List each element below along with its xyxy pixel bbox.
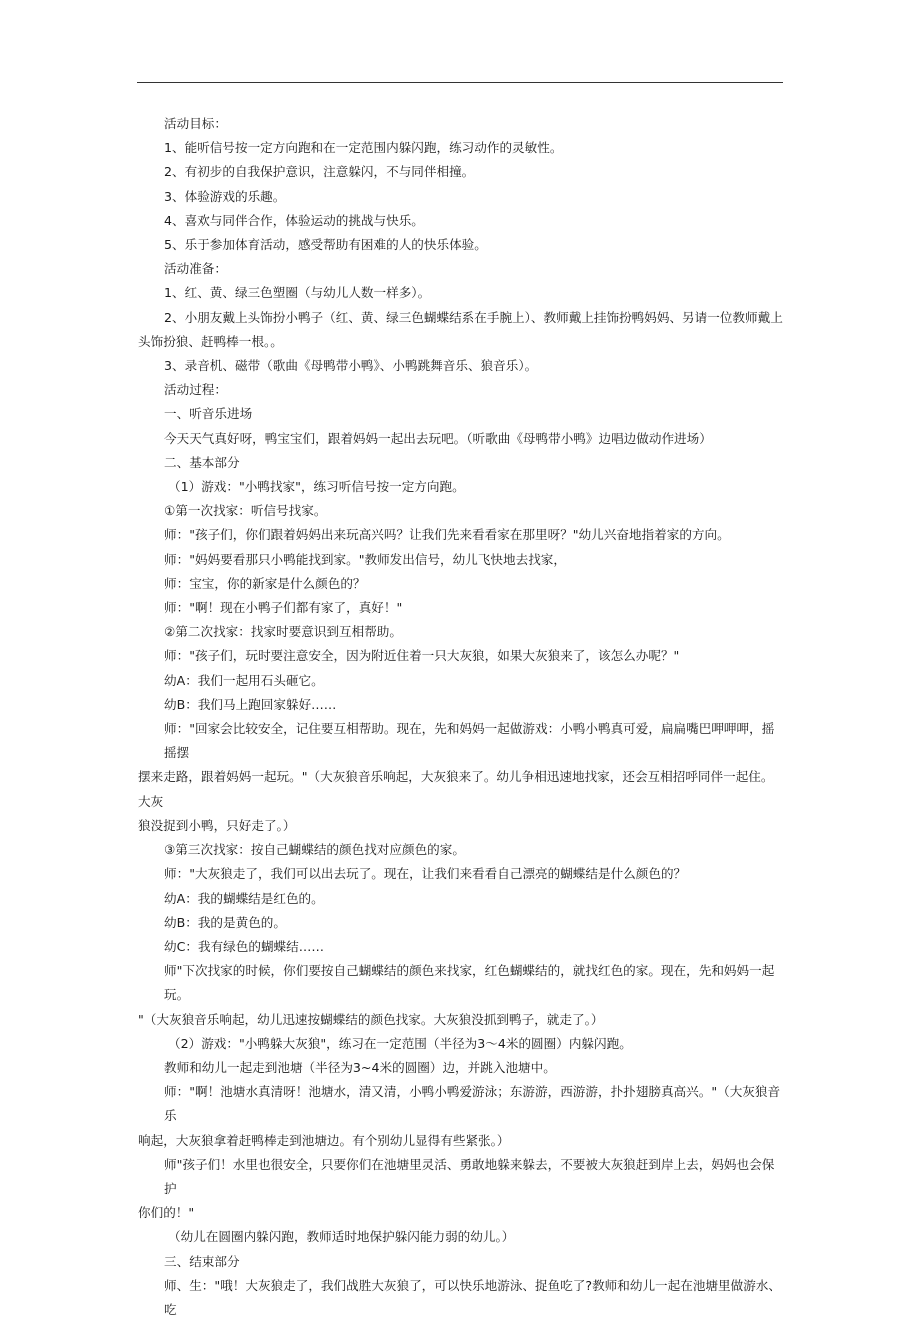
- text-line: 一、听音乐进场: [164, 406, 253, 422]
- text-line: 活动目标：: [164, 116, 227, 131]
- text-line: 响起，大灰狼拿着赶鸭棒走到池塘边。有个别幼儿显得有些紧张。）: [138, 1132, 510, 1148]
- text-line: 4、喜欢与同伴合作，体验运动的挑战与快乐。: [164, 212, 424, 228]
- text-line: "（大灰狼音乐响起，幼儿迅速按蝴蝶结的颜色找家。大灰狼没抓到鸭子，就走了。）: [138, 1011, 604, 1027]
- text-line: 头饰扮狼、赶鸭棒一根。。: [138, 333, 283, 349]
- text-line: 师："回家会比较安全，记住要互相帮助。现在，先和妈妈一起做游戏：小鸭小鸭真可爱，扁扁嘴巴呷呷呷，摇摇摆: [164, 721, 775, 761]
- text-line: 幼A：我们一起用石头砸它。: [164, 672, 324, 688]
- text-line: 师"下次找家的时候，你们要按自己蝴蝶结的颜色来找家，红色蝴蝶结的，就找红色的家。现在，先和妈妈一起玩。: [164, 963, 775, 1003]
- text-line: 二、基本部分: [164, 454, 240, 470]
- text-line: 摆来走路，跟着妈妈一起玩。"（大灰狼音乐响起，大灰狼来了。幼儿争相迅速地找家，还会互相招呼同伴一起住。大灰: [138, 769, 774, 809]
- text-line: 5、乐于参加体育活动，感受帮助有困难的人的快乐体验。: [164, 237, 487, 253]
- text-line: 1、红、黄、绿三色塑圈（与幼儿人数一样多）。: [164, 285, 431, 301]
- text-line: 幼C：我有绿色的蝴蝶结……: [164, 938, 324, 954]
- text-line: ③第三次找家：按自己蝴蝶结的颜色找对应颜色的家。: [164, 842, 465, 858]
- text-line: ①第一次找家：听信号找家。: [164, 503, 327, 519]
- text-line: （2）游戏："小鸭躲大灰狼"，练习在一定范围（半径为3～4米的圆圈）内躲闪跑。: [168, 1035, 632, 1051]
- text-line: 3、录音机、磁带（歌曲《母鸭带小鸭》、小鸭跳舞音乐、狼音乐）。: [164, 358, 538, 374]
- text-line: 师："孩子们，你们跟着妈妈出来玩高兴吗？让我们先来看看家在那里呀？"幼儿兴奋地指着家的方向。: [164, 527, 730, 543]
- text-line: 今天天气真好呀，鸭宝宝们，跟着妈妈一起出去玩吧。（听歌曲《母鸭带小鸭》边唱边做动作进场）: [164, 430, 712, 446]
- text-line: 幼A：我的蝴蝶结是红色的。: [164, 890, 324, 906]
- text-line: 你们的！": [138, 1205, 195, 1221]
- text-line: 师："啊！现在小鸭子们都有家了，真好！": [164, 600, 403, 616]
- header-rule: [137, 82, 783, 83]
- document-body: [138, 112, 784, 1322]
- text-line: 师"孩子们！水里也很安全，只要你们在池塘里灵活、勇敢地躲来躲去，不要被大灰狼赶到岸上去，妈妈也会保护: [164, 1156, 775, 1196]
- text-line: 师：宝宝，你的新家是什么颜色的？: [164, 575, 366, 591]
- text-line: 幼B：我们马上跑回家躲好……: [164, 696, 337, 712]
- text-line: 师："大灰狼走了，我们可以出去玩了。现在，让我们来看看自己漂亮的蝴蝶结是什么颜色的？: [164, 866, 687, 882]
- text-line: 教师和幼儿一起走到池塘（半径为3~4米的圆圈）边，并跳入池塘中。: [164, 1059, 556, 1075]
- text-line: 活动准备：: [164, 261, 227, 277]
- text-line: ②第二次找家：找家时要意识到互相帮助。: [164, 624, 402, 640]
- text-line: 师："啊！池塘水真清呀！池塘水，清又清，小鸭小鸭爱游泳；东游游，西游游，扑扑翅膀真高兴。"（大灰狼音乐: [164, 1084, 781, 1124]
- text-line: 三、结束部分: [164, 1253, 240, 1269]
- text-line: 师："妈妈要看那只小鸭能找到家。"教师发出信号，幼儿飞快地去找家，: [164, 551, 566, 567]
- text-line: 师、生："哦！大灰狼走了，我们战胜大灰狼了，可以快乐地游泳、捉鱼吃了?教师和幼儿一起在池塘里做游水、吃: [164, 1277, 781, 1317]
- text-line: 幼B：我的是黄色的。: [164, 914, 286, 930]
- text-line: 2、小朋友戴上头饰扮小鸭子（红、黄、绿三色蝴蝶结系在手腕上）、教师戴上挂饰扮鸭妈妈、另请一位教师戴上: [164, 309, 783, 325]
- text-line: 师："孩子们，玩时要注意安全，因为附近住着一只大灰狼，如果大灰狼来了，该怎么办呢？": [164, 648, 680, 664]
- text-line: 活动过程：: [164, 382, 227, 398]
- text-line: 狼没捉到小鸭，只好走了。）: [138, 817, 296, 833]
- text-line: 2、有初步的自我保护意识，注意躲闪，不与同伴相撞。: [164, 164, 475, 180]
- text-line: （幼儿在圆圈内躲闪跑，教师适时地保护躲闪能力弱的幼儿。）: [168, 1229, 515, 1245]
- text-line: （1）游戏："小鸭找家"，练习听信号按一定方向跑。: [168, 479, 465, 495]
- text-line: 3、体验游戏的乐趣。: [164, 188, 286, 204]
- text-line: 1、能听信号按一定方向跑和在一定范围内躲闪跑，练习动作的灵敏性。: [164, 140, 563, 156]
